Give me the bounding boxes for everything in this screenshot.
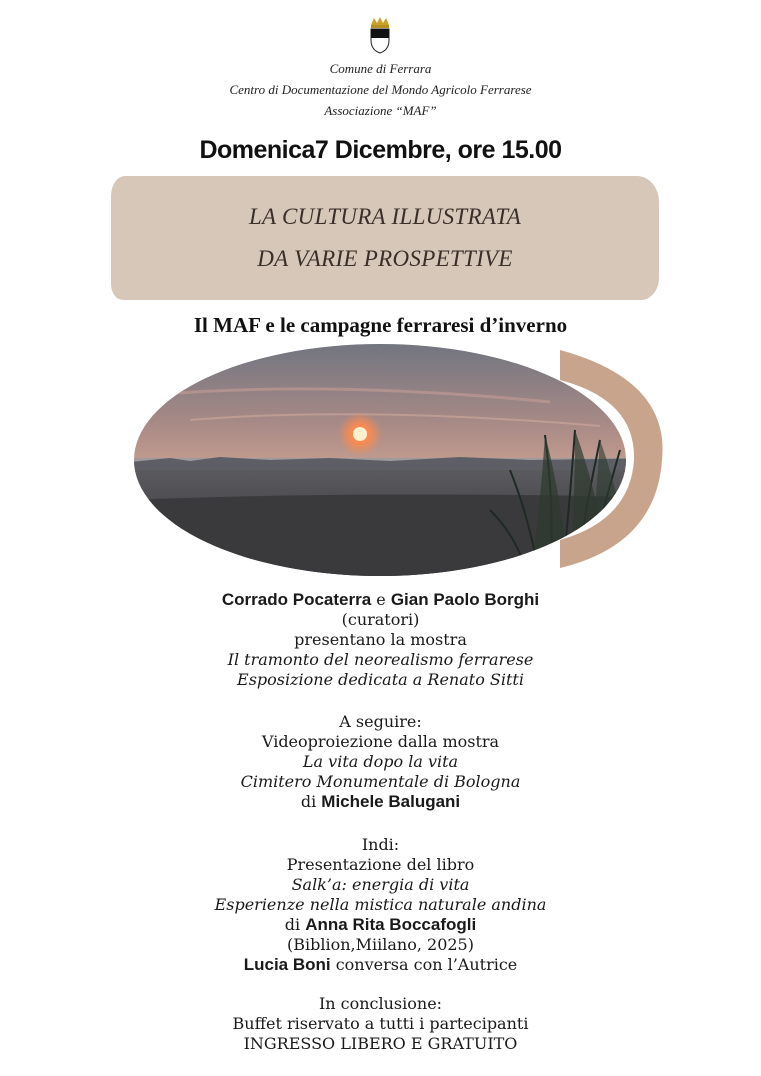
ferrara-crest-icon: [368, 16, 392, 54]
curator-name: Gian Paolo Borghi: [390, 590, 540, 609]
header-line-association: Associazione “MAF”: [324, 103, 437, 118]
banner-title-line-1: LA CULTURA ILLUSTRATA: [248, 204, 522, 229]
moderator-line: [0, 955, 761, 975]
book-title: Salk’a: energia di vita: [291, 875, 470, 894]
book-publisher: (Biblion,Miilano, 2025): [287, 935, 474, 954]
buffet-line: Buffet riservato a tutti i partecipanti: [232, 1014, 529, 1033]
video-title: La vita dopo la vita: [302, 752, 459, 771]
book-subtitle: Esperienze nella mistica naturale andina: [214, 895, 547, 914]
curators-conjunction: e: [371, 590, 391, 609]
conclusion-heading: In conclusione:: [318, 994, 443, 1013]
moderator-suffix: conversa con l’Autrice: [330, 955, 518, 974]
curators-line: [0, 590, 761, 610]
moderator-name: Lucia Boni: [243, 955, 331, 974]
video-by: di: [300, 792, 322, 811]
curators-role: (curatori): [341, 610, 420, 629]
video-author: Michele Balugani: [321, 792, 461, 811]
video-author-line: [0, 792, 761, 812]
event-subtitle: Il MAF e le campagne ferraresi d’inverno: [193, 313, 568, 337]
exhibition-block: [0, 590, 761, 690]
video-intro: Videoproiezione dalla mostra: [261, 732, 500, 751]
entry-line: INGRESSO LIBERO E GRATUITO: [243, 1034, 518, 1053]
video-place: Cimitero Monumentale di Bologna: [240, 772, 521, 791]
book-author: Anna Rita Boccafogli: [305, 915, 477, 934]
header-line-municipality: Comune di Ferrara: [329, 61, 432, 76]
exhibition-subtitle: Esposizione dedicata a Renato Sitti: [237, 670, 524, 689]
header-line-center: Centro di Documentazione del Mondo Agricolo Ferrarese: [229, 82, 532, 97]
exhibition-intro: presentano la mostra: [294, 630, 467, 649]
video-block: [0, 712, 761, 812]
sunset-countryside-photo: [130, 340, 670, 580]
book-by: di: [284, 915, 306, 934]
banner-title-line-2: DA VARIE PROSPETTIVE: [257, 246, 513, 271]
book-heading: Indi:: [361, 835, 400, 854]
event-date: Domenica7 Dicembre, ore 15.00: [199, 136, 562, 164]
exhibition-title: Il tramonto del neorealismo ferrarese: [227, 650, 534, 669]
book-intro: Presentazione del libro: [286, 855, 475, 874]
title-banner: [111, 176, 659, 300]
organizer-header: [0, 58, 761, 121]
book-block: [0, 835, 761, 975]
curator-name: Corrado Pocaterra: [221, 590, 372, 609]
book-author-line: [0, 915, 761, 935]
conclusion-block: [0, 994, 761, 1054]
video-heading: A seguire:: [339, 712, 422, 731]
